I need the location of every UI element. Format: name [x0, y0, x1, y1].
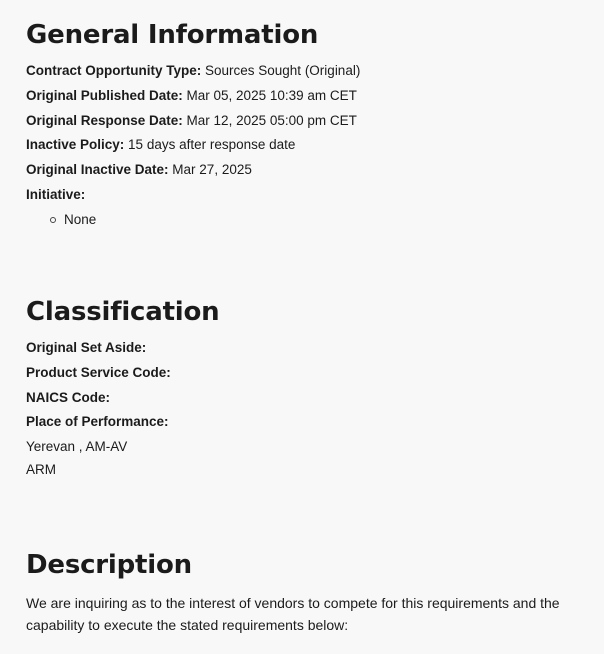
field-label: Original Inactive Date:: [26, 162, 169, 178]
field-label: NAICS Code:: [26, 389, 110, 405]
initiative: [26, 183, 578, 208]
place-city: Yerevan , AM-AV: [26, 439, 128, 455]
original-published-date: [26, 84, 578, 109]
description-text: We are inquiring as to the interest of vendors to compete for this requirements and the capability to execute the stated requirements below:: [26, 595, 560, 633]
field-value: Mar 12, 2025 05:00 pm CET: [182, 112, 357, 128]
field-label: Place of Performance:: [26, 414, 169, 430]
field-label: Initiative:: [26, 186, 86, 202]
field-label: Contract Opportunity Type:: [26, 63, 202, 78]
classification-heading: Classification: [26, 297, 220, 327]
place-country: ARM: [26, 462, 56, 478]
general-information-heading: General Information: [26, 20, 319, 50]
original-set-aside: [26, 336, 578, 361]
product-service-code: [26, 361, 578, 386]
description-section: [26, 550, 578, 636]
original-response-date: [26, 109, 578, 134]
field-label: Original Published Date:: [26, 87, 183, 103]
initiative-list: [26, 208, 578, 232]
field-label: Product Service Code:: [26, 364, 171, 380]
field-label: Original Response Date:: [26, 112, 183, 128]
field-value: 15 days after response date: [124, 137, 296, 153]
field-value: Sources Sought (Original): [201, 63, 361, 78]
classification-section: [26, 297, 578, 481]
place-of-performance: [26, 410, 578, 435]
naics-code: [26, 386, 578, 411]
field-value: Mar 27, 2025: [168, 162, 252, 178]
inactive-policy: [26, 133, 578, 158]
field-value: Mar 05, 2025 10:39 am CET: [182, 87, 357, 103]
original-inactive-date: [26, 158, 578, 183]
general-information-section: [26, 20, 578, 232]
list-item: None: [50, 208, 578, 232]
description-heading: Description: [26, 550, 192, 580]
field-label: Original Set Aside:: [26, 340, 147, 355]
field-label: Inactive Policy:: [26, 137, 125, 153]
contract-opportunity-type: [26, 59, 578, 84]
